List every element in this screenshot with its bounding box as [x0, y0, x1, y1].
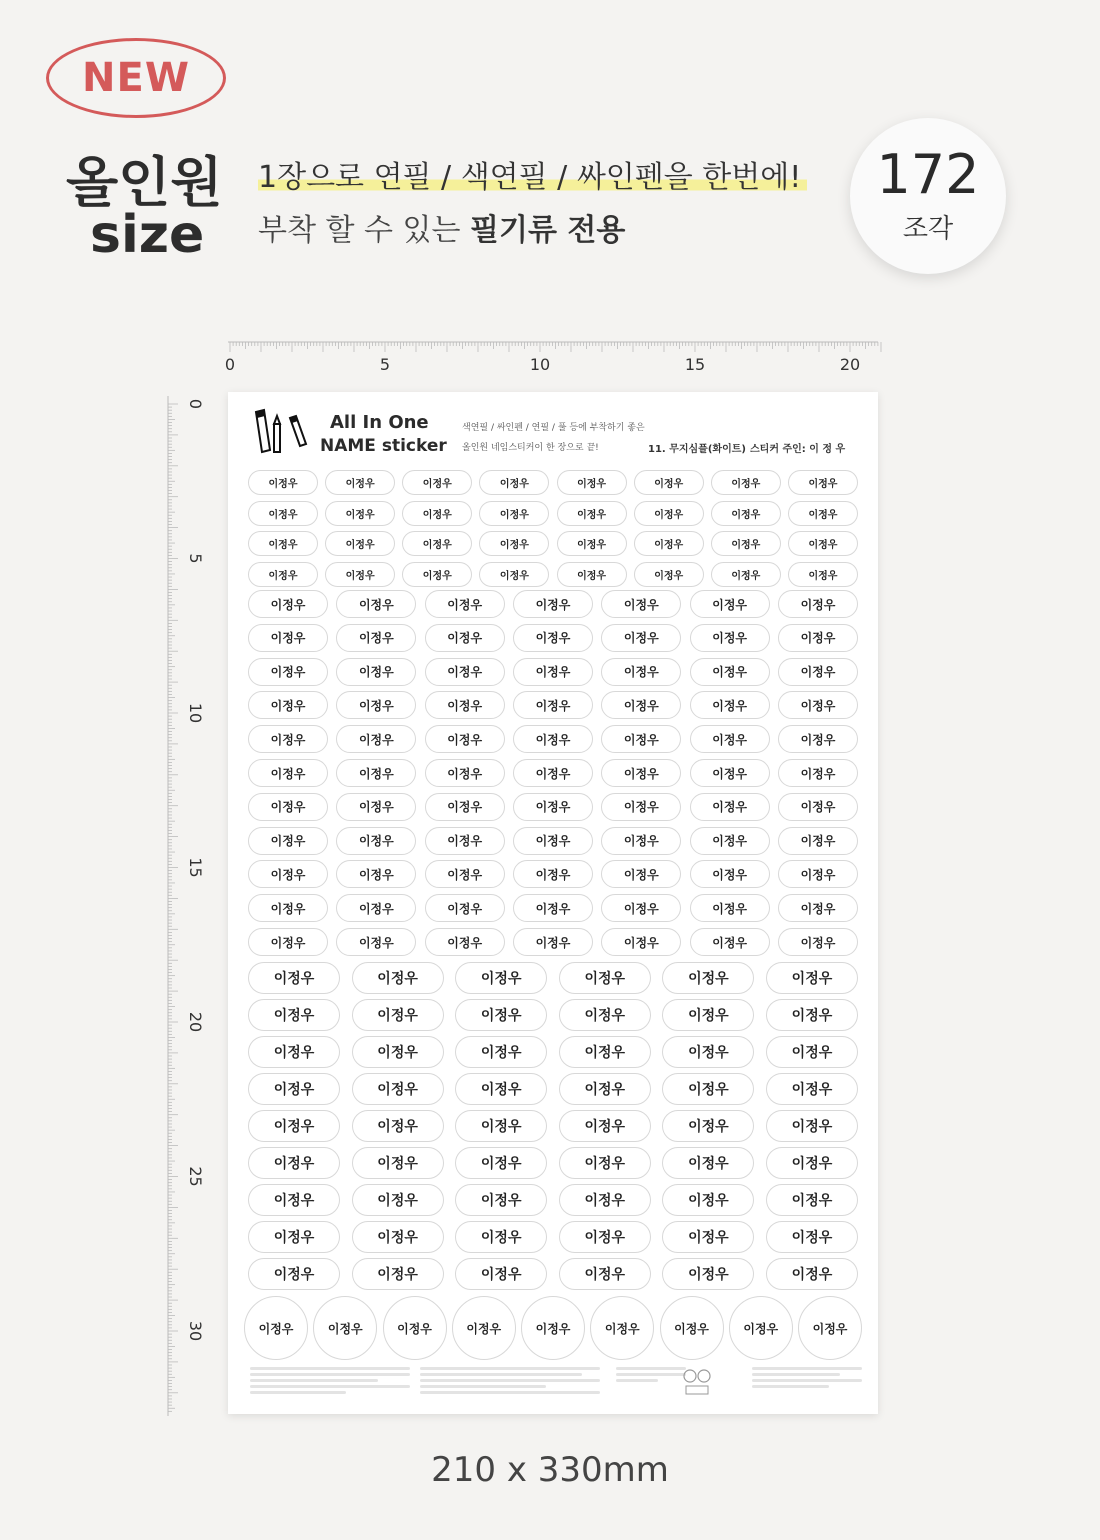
fine-print-3	[616, 1364, 686, 1398]
name-sticker: 이정우	[513, 759, 593, 787]
name-sticker: 이정우	[248, 501, 318, 526]
vertical-ruler	[160, 396, 205, 1416]
name-sticker: 이정우	[352, 1073, 444, 1105]
name-sticker: 이정우	[778, 793, 858, 821]
name-sticker: 이정우	[766, 962, 858, 994]
sticker-row	[248, 501, 858, 526]
name-sticker: 이정우	[778, 759, 858, 787]
name-sticker: 이정우	[690, 725, 770, 753]
sub-description	[258, 205, 625, 249]
name-sticker: 이정우	[634, 531, 704, 556]
name-sticker: 이정우	[513, 590, 593, 618]
sticker-row	[248, 725, 858, 753]
name-sticker: 이정우	[425, 590, 505, 618]
name-sticker: 이정우	[402, 562, 472, 587]
name-sticker: 이정우	[248, 928, 328, 956]
name-sticker: 이정우	[402, 501, 472, 526]
name-sticker: 이정우	[601, 590, 681, 618]
name-sticker: 이정우	[425, 658, 505, 686]
product-title: 올인원	[66, 151, 223, 214]
name-sticker: 이정우	[711, 470, 781, 495]
name-sticker: 이정우	[336, 759, 416, 787]
sticker-row	[248, 691, 858, 719]
name-sticker: 이정우	[690, 590, 770, 618]
name-sticker: 이정우	[778, 894, 858, 922]
name-sticker: 이정우	[455, 1147, 547, 1179]
name-sticker: 이정우	[788, 501, 858, 526]
name-sticker: 이정우	[248, 827, 328, 855]
sticker-row	[248, 1036, 858, 1068]
ruler-label: 30	[186, 1320, 205, 1342]
sticker-row	[248, 1221, 858, 1253]
name-sticker: 이정우	[662, 1036, 754, 1068]
ruler-label: 10	[529, 355, 551, 374]
name-sticker: 이정우	[425, 624, 505, 652]
name-sticker: 이정우	[352, 1110, 444, 1142]
name-sticker: 이정우	[690, 827, 770, 855]
name-sticker: 이정우	[248, 590, 328, 618]
name-sticker: 이정우	[479, 531, 549, 556]
name-sticker: 이정우	[557, 470, 627, 495]
name-sticker: 이정우	[248, 1147, 340, 1179]
fine-print-2	[420, 1364, 600, 1398]
name-sticker: 이정우	[690, 793, 770, 821]
name-sticker: 이정우	[513, 928, 593, 956]
name-sticker: 이정우	[513, 860, 593, 888]
name-sticker: 이정우	[383, 1296, 447, 1360]
name-sticker: 이정우	[601, 624, 681, 652]
name-sticker: 이정우	[325, 470, 395, 495]
name-sticker: 이정우	[325, 531, 395, 556]
name-sticker: 이정우	[248, 1110, 340, 1142]
horizontal-ruler	[224, 338, 878, 378]
name-sticker: 이정우	[711, 501, 781, 526]
name-sticker: 이정우	[425, 860, 505, 888]
name-sticker: 이정우	[788, 562, 858, 587]
name-sticker: 이정우	[766, 999, 858, 1031]
name-sticker: 이정우	[662, 1110, 754, 1142]
name-sticker: 이정우	[336, 624, 416, 652]
sticker-row	[248, 590, 858, 618]
name-sticker: 이정우	[557, 501, 627, 526]
design-code: 11. 무지심플(화이트)	[648, 444, 746, 455]
name-sticker: 이정우	[352, 962, 444, 994]
ruler-label: 25	[186, 1166, 205, 1187]
name-sticker: 이정우	[690, 894, 770, 922]
name-sticker: 이정우	[766, 1110, 858, 1142]
sticker-row	[248, 928, 858, 956]
name-sticker: 이정우	[557, 562, 627, 587]
sticker-row	[248, 470, 858, 495]
name-sticker: 이정우	[634, 562, 704, 587]
name-sticker: 이정우	[690, 759, 770, 787]
name-sticker: 이정우	[559, 1221, 651, 1253]
name-sticker: 이정우	[244, 1296, 308, 1360]
name-sticker: 이정우	[248, 962, 340, 994]
name-sticker: 이정우	[248, 1221, 340, 1253]
name-sticker: 이정우	[402, 470, 472, 495]
name-sticker: 이정우	[452, 1296, 516, 1360]
name-sticker: 이정우	[248, 894, 328, 922]
name-sticker: 이정우	[513, 624, 593, 652]
name-sticker: 이정우	[778, 624, 858, 652]
name-sticker: 이정우	[559, 1036, 651, 1068]
name-sticker: 이정우	[662, 1184, 754, 1216]
sticker-row	[248, 658, 858, 686]
name-sticker: 이정우	[559, 999, 651, 1031]
name-sticker: 이정우	[766, 1221, 858, 1253]
name-sticker: 이정우	[557, 531, 627, 556]
sticker-row	[248, 531, 858, 556]
name-sticker: 이정우	[798, 1296, 862, 1360]
name-sticker: 이정우	[248, 562, 318, 587]
sticker-row	[248, 962, 858, 994]
name-sticker: 이정우	[601, 725, 681, 753]
name-sticker: 이정우	[352, 999, 444, 1031]
name-sticker: 이정우	[601, 759, 681, 787]
ruler-label: 20	[839, 355, 861, 374]
name-sticker: 이정우	[248, 860, 328, 888]
ruler-label: 20	[186, 1011, 205, 1033]
name-sticker: 이정우	[601, 691, 681, 719]
ruler-label: 0	[224, 355, 236, 374]
safety-mark-icon	[682, 1368, 712, 1398]
name-sticker: 이정우	[513, 793, 593, 821]
name-sticker: 이정우	[248, 1036, 340, 1068]
name-sticker: 이정우	[248, 624, 328, 652]
name-sticker: 이정우	[248, 470, 318, 495]
name-sticker: 이정우	[455, 1184, 547, 1216]
name-sticker: 이정우	[601, 658, 681, 686]
name-sticker: 이정우	[425, 691, 505, 719]
name-sticker: 이정우	[336, 860, 416, 888]
name-sticker: 이정우	[248, 1184, 340, 1216]
fine-print-1	[250, 1364, 410, 1398]
name-sticker: 이정우	[336, 894, 416, 922]
name-sticker: 이정우	[788, 470, 858, 495]
sticker-row	[248, 793, 858, 821]
sticker-row	[248, 1258, 858, 1290]
sticker-row	[248, 1147, 858, 1179]
sticker-row	[248, 827, 858, 855]
name-sticker: 이정우	[248, 759, 328, 787]
piece-count-badge	[850, 118, 1006, 274]
name-sticker: 이정우	[778, 827, 858, 855]
name-sticker: 이정우	[634, 501, 704, 526]
name-sticker: 이정우	[559, 1073, 651, 1105]
name-sticker: 이정우	[455, 962, 547, 994]
name-sticker: 이정우	[778, 590, 858, 618]
name-sticker: 이정우	[766, 1147, 858, 1179]
sticker-row	[244, 1296, 862, 1360]
ruler-label: 0	[186, 398, 205, 410]
name-sticker: 이정우	[248, 1073, 340, 1105]
name-sticker: 이정우	[479, 470, 549, 495]
name-sticker: 이정우	[513, 691, 593, 719]
name-sticker: 이정우	[336, 725, 416, 753]
name-sticker: 이정우	[425, 725, 505, 753]
name-sticker: 이정우	[778, 691, 858, 719]
name-sticker: 이정우	[425, 894, 505, 922]
name-sticker: 이정우	[690, 860, 770, 888]
ruler-label: 10	[186, 702, 205, 724]
name-sticker: 이정우	[521, 1296, 585, 1360]
fine-print-4	[752, 1364, 862, 1398]
name-sticker: 이정우	[336, 827, 416, 855]
name-sticker: 이정우	[662, 962, 754, 994]
name-sticker: 이정우	[425, 793, 505, 821]
name-sticker: 이정우	[778, 860, 858, 888]
name-sticker: 이정우	[690, 658, 770, 686]
sticker-row	[248, 860, 858, 888]
name-sticker: 이정우	[455, 1221, 547, 1253]
name-sticker: 이정우	[336, 793, 416, 821]
name-sticker: 이정우	[634, 470, 704, 495]
sticker-row	[248, 624, 858, 652]
name-sticker: 이정우	[662, 1073, 754, 1105]
product-subtitle: size	[90, 205, 205, 265]
name-sticker: 이정우	[336, 691, 416, 719]
name-sticker: 이정우	[711, 531, 781, 556]
name-sticker: 이정우	[559, 962, 651, 994]
sticker-owner: 스티커 주인: 이 정 우	[750, 444, 846, 455]
name-sticker: 이정우	[313, 1296, 377, 1360]
name-sticker: 이정우	[690, 624, 770, 652]
ruler-label: 15	[684, 355, 706, 374]
name-sticker: 이정우	[352, 1147, 444, 1179]
name-sticker: 이정우	[513, 725, 593, 753]
name-sticker: 이정우	[352, 1184, 444, 1216]
name-sticker: 이정우	[248, 658, 328, 686]
name-sticker: 이정우	[766, 1073, 858, 1105]
name-sticker: 이정우	[788, 531, 858, 556]
name-sticker: 이정우	[455, 1110, 547, 1142]
name-sticker: 이정우	[778, 928, 858, 956]
name-sticker: 이정우	[325, 562, 395, 587]
name-sticker: 이정우	[248, 531, 318, 556]
sticker-row	[248, 1184, 858, 1216]
name-sticker: 이정우	[766, 1258, 858, 1290]
sticker-row	[248, 999, 858, 1031]
name-sticker: 이정우	[766, 1184, 858, 1216]
name-sticker: 이정우	[425, 928, 505, 956]
name-sticker: 이정우	[559, 1258, 651, 1290]
name-sticker: 이정우	[455, 1073, 547, 1105]
name-sticker: 이정우	[559, 1147, 651, 1179]
name-sticker: 이정우	[352, 1221, 444, 1253]
name-sticker: 이정우	[513, 894, 593, 922]
name-sticker: 이정우	[662, 1221, 754, 1253]
name-sticker: 이정우	[248, 999, 340, 1031]
ruler-label: 5	[186, 553, 205, 564]
sticker-row	[248, 1110, 858, 1142]
name-sticker: 이정우	[660, 1296, 724, 1360]
name-sticker: 이정우	[248, 793, 328, 821]
name-sticker: 이정우	[601, 894, 681, 922]
name-sticker: 이정우	[248, 725, 328, 753]
name-sticker: 이정우	[690, 691, 770, 719]
name-sticker: 이정우	[455, 1258, 547, 1290]
header-note-1: 색연필 / 싸인펜 / 연필 / 풀 등에 부착하기 좋은	[462, 423, 645, 433]
name-sticker: 이정우	[601, 793, 681, 821]
name-sticker: 이정우	[336, 928, 416, 956]
name-sticker: 이정우	[778, 725, 858, 753]
name-sticker: 이정우	[402, 531, 472, 556]
name-sticker: 이정우	[778, 658, 858, 686]
pencils-icon	[248, 404, 318, 464]
name-sticker: 이정우	[513, 658, 593, 686]
name-sticker: 이정우	[601, 928, 681, 956]
name-sticker: 이정우	[662, 999, 754, 1031]
piece-count-unit: 조각	[902, 213, 954, 244]
ruler-label: 15	[186, 857, 205, 878]
name-sticker: 이정우	[248, 1258, 340, 1290]
name-sticker: 이정우	[559, 1110, 651, 1142]
name-sticker: 이정우	[455, 999, 547, 1031]
name-sticker: 이정우	[662, 1147, 754, 1179]
sticker-row	[248, 894, 858, 922]
name-sticker: 이정우	[352, 1036, 444, 1068]
name-sticker: 이정우	[601, 827, 681, 855]
name-sticker: 이정우	[766, 1036, 858, 1068]
name-sticker: 이정우	[590, 1296, 654, 1360]
tagline: 1장으로 연필 / 색연필 / 싸인펜을 한번에!	[258, 152, 807, 196]
sticker-sheet	[228, 392, 878, 1414]
brand-line-1: All In One	[330, 412, 429, 433]
name-sticker: 이정우	[479, 501, 549, 526]
sticker-row	[248, 562, 858, 587]
sheet-header	[248, 404, 868, 464]
name-sticker: 이정우	[425, 759, 505, 787]
sticker-row	[248, 759, 858, 787]
name-sticker: 이정우	[425, 827, 505, 855]
name-sticker: 이정우	[601, 860, 681, 888]
name-sticker: 이정우	[248, 691, 328, 719]
name-sticker: 이정우	[352, 1258, 444, 1290]
brand-line-2: NAME sticker	[320, 436, 447, 456]
name-sticker: 이정우	[479, 562, 549, 587]
name-sticker: 이정우	[729, 1296, 793, 1360]
sub-normal: 부착 할 수 있는	[258, 213, 471, 248]
sub-bold: 필기류 전용	[470, 213, 626, 248]
sheet-size-label: 210 x 330mm	[431, 1450, 669, 1490]
name-sticker: 이정우	[662, 1258, 754, 1290]
name-sticker: 이정우	[559, 1184, 651, 1216]
sticker-row	[248, 1073, 858, 1105]
new-badge: NEW	[46, 38, 226, 118]
name-sticker: 이정우	[336, 658, 416, 686]
name-sticker: 이정우	[711, 562, 781, 587]
name-sticker: 이정우	[690, 928, 770, 956]
name-sticker: 이정우	[336, 590, 416, 618]
header-note-2: 올인원 네임스티커이 한 장으로 끝!	[462, 443, 599, 453]
name-sticker: 이정우	[513, 827, 593, 855]
name-sticker: 이정우	[455, 1036, 547, 1068]
name-sticker: 이정우	[325, 501, 395, 526]
piece-count-value: 172	[876, 142, 980, 206]
ruler-label: 5	[379, 355, 391, 374]
